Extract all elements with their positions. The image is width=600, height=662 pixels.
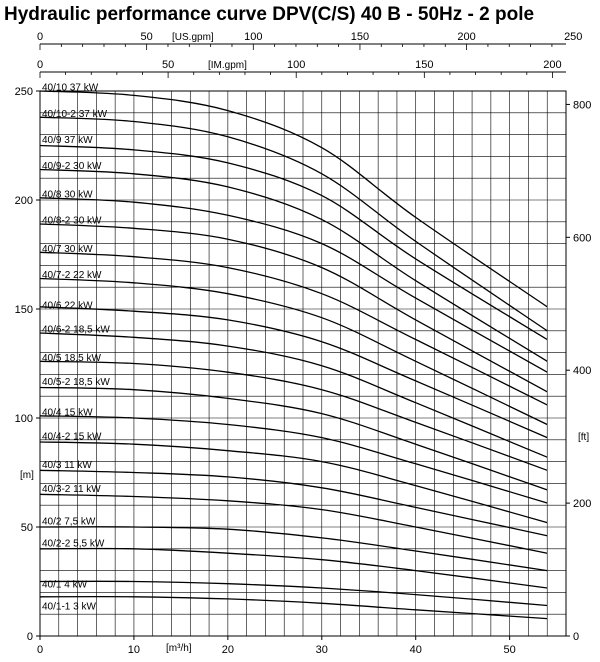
curve-label: 40/5-2 18,5 kW <box>42 376 110 388</box>
x-tick-label: 20 <box>221 644 234 656</box>
im-gpm-tick-label: 50 <box>161 59 175 71</box>
pump-curves <box>40 91 547 619</box>
curve-label: 40/6 22 kW <box>42 300 93 312</box>
curve-label: 40/5 18,5 kW <box>42 352 101 364</box>
curve-40-7 <box>40 252 547 405</box>
x-tick-label: 0 <box>36 644 44 656</box>
y-tick-label: 100 <box>14 413 33 425</box>
curve-label: 40/2 7,5 kW <box>42 516 96 528</box>
curve-40-5 <box>40 361 547 470</box>
us-gpm-tick-label: 0 <box>36 31 44 43</box>
us-gpm-axis-label: [US.gpm] <box>172 32 214 43</box>
curve-label: 40/9-2 30 kW <box>42 161 102 173</box>
curve-label: 40/9 37 kW <box>42 134 93 146</box>
im-gpm-tick-label: 100 <box>287 59 306 71</box>
curve-label: 40/3-2 11 kW <box>42 483 101 495</box>
curve-40-1-1 <box>40 597 547 619</box>
curve-label: 40/6-2 18,5 kW <box>42 324 110 336</box>
curve-label: 40/1 4 kW <box>42 579 88 591</box>
y2-axis-label: [ft] <box>578 432 590 443</box>
x-tick-label: 10 <box>127 644 141 656</box>
im-gpm-tick-label: 150 <box>415 59 434 71</box>
curve-label: 40/10 37 kW <box>42 82 99 94</box>
curve-40-10 <box>40 91 547 307</box>
curve-labels <box>42 83 110 613</box>
us-gpm-tick-label: 150 <box>350 31 370 43</box>
y-tick-label: 250 <box>14 86 33 98</box>
curve-40-4-2 <box>40 442 547 523</box>
us-gpm-axis <box>40 32 566 44</box>
curve-label: 40/10-2 37 kW <box>42 108 108 120</box>
im-gpm-axis-label: [IM.gpm] <box>208 60 247 71</box>
y2-tick-label: 800 <box>573 99 592 112</box>
y-tick-label: 50 <box>20 522 33 534</box>
curve-label: 40/7-2 22 kW <box>42 270 102 282</box>
x-tick-label: 50 <box>503 644 516 656</box>
curve-label: 40/1-1 3 kW <box>42 601 96 613</box>
im-gpm-tick-label: 200 <box>543 59 562 71</box>
us-gpm-tick-label: 250 <box>564 31 583 43</box>
curve-40-3-2 <box>40 494 547 553</box>
us-gpm-tick-label: 200 <box>457 31 476 43</box>
y-tick-label: 200 <box>14 195 33 207</box>
curve-label: 40/8-2 30 kW <box>42 215 102 227</box>
curve-label: 40/3 11 kW <box>42 459 92 471</box>
y-tick-label: 0 <box>26 631 33 643</box>
curve-40-5-2 <box>40 388 547 490</box>
x-tick-label: 30 <box>315 644 328 656</box>
curve-label: 40/4 15 kW <box>42 407 93 419</box>
curve-40-8 <box>40 198 547 372</box>
curve-40-7-2 <box>40 279 547 425</box>
x-axis-label: [m³/h] <box>166 643 192 654</box>
curve-40-2-2 <box>40 548 547 588</box>
us-gpm-tick-label: 100 <box>244 31 263 43</box>
y-axis-label: [m] <box>20 470 34 481</box>
y2-tick-label: 200 <box>573 498 592 511</box>
y2-tick-label: 0 <box>573 631 580 643</box>
curve-label: 40/4-2 15 kW <box>42 431 102 443</box>
x-tick-label: 40 <box>409 644 422 656</box>
us-gpm-tick-label: 50 <box>140 31 153 43</box>
y-tick-label: 150 <box>14 304 33 316</box>
y2-tick-label: 400 <box>573 365 592 378</box>
im-gpm-tick-label: 0 <box>36 59 44 71</box>
curve-label: 40/7 30 kW <box>42 243 93 255</box>
y2-tick-label: 600 <box>573 232 592 245</box>
curve-label: 40/8 30 kW <box>42 189 93 201</box>
curve-label: 40/2-2 5,5 kW <box>42 538 105 550</box>
curve-40-10-2 <box>40 117 547 331</box>
curve-40-4 <box>40 416 547 503</box>
chart-title: Hydraulic performance curve DPV(C/S) 40 B - 50Hz - 2 pole <box>4 4 535 25</box>
curve-40-6-2 <box>40 333 547 457</box>
